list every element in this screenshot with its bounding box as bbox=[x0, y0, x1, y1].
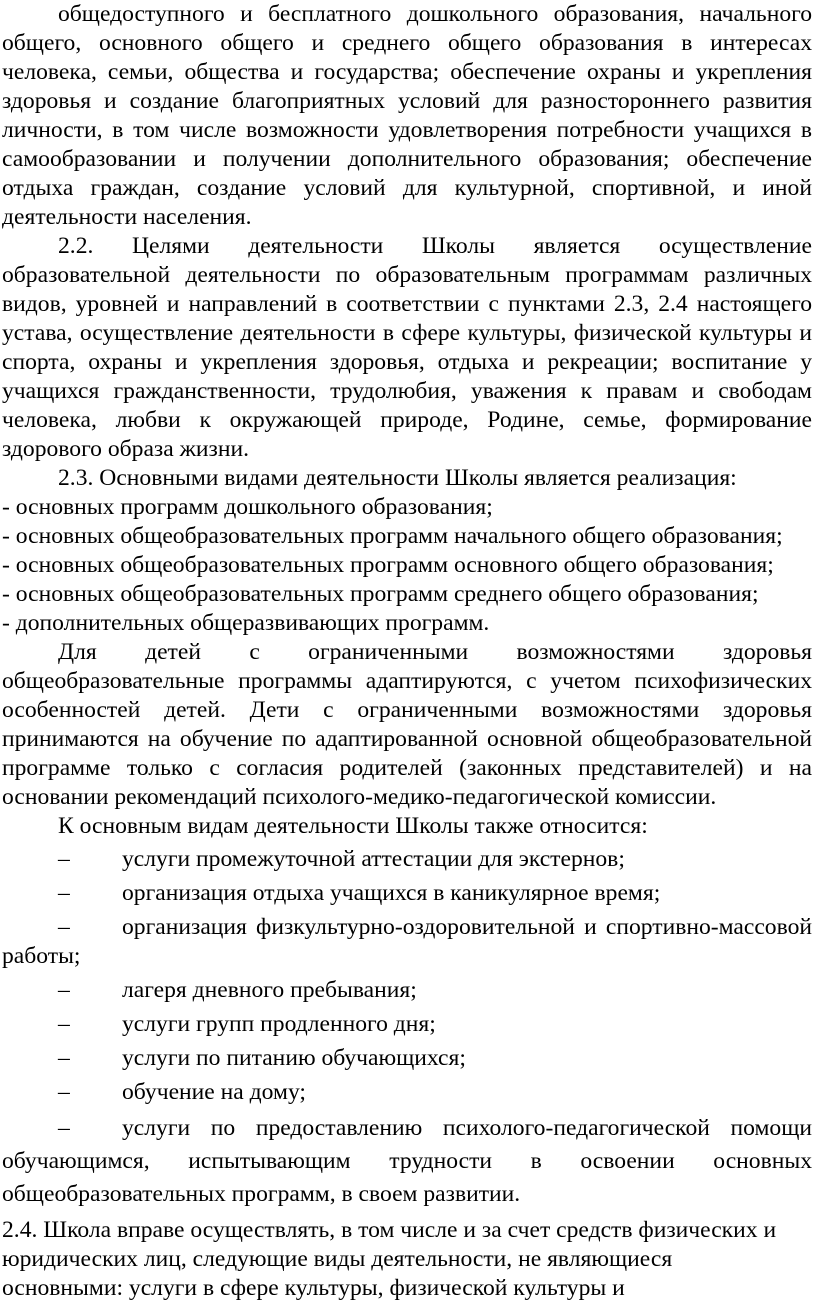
list-item-text: лагеря дневного пребывания; bbox=[122, 977, 417, 1003]
dash-marker: – bbox=[58, 1011, 70, 1037]
additional-activities-list bbox=[2, 845, 812, 1216]
document-page bbox=[2, 0, 812, 1303]
dash-marker: – bbox=[58, 977, 70, 1003]
list-item-text: услуги по питанию обучающихся; bbox=[122, 1045, 466, 1071]
dash-marker: – bbox=[58, 914, 70, 940]
main-programs-list bbox=[2, 493, 812, 638]
list-item bbox=[2, 913, 812, 976]
paragraph-2-4-line: основными: услуги в сфере культуры, физической культуры и bbox=[2, 1275, 625, 1301]
paragraph-2-3-intro: 2.3. Основными видами деятельности Школы является реализация: bbox=[58, 465, 737, 491]
paragraph-additional-intro: К основным видам деятельности Школы также относится: bbox=[58, 813, 648, 839]
dash-marker: – bbox=[58, 846, 70, 872]
paragraph-2-1-continuation: общедоступного и бесплатного дошкольного образования, начального общего, основного общего и среднего общего образования в интересах человека, семьи, общества и государства; обеспечение охраны и укрепления здоровья и создание благоприятных условий для разностороннего развития личности, в том числе возможности удовлетворения потребности учащихся в самообразовании и получении дополнительного образования; обеспечение отдыха граждан, создание условий для культурной, спортивной, и иной деятельности населения. bbox=[2, 1, 812, 230]
list-item bbox=[2, 879, 812, 913]
list-item: - основных общеобразовательных программ начального общего образования; bbox=[2, 523, 783, 549]
paragraph-2-4 bbox=[2, 1216, 812, 1303]
list-item-text: организация физкультурно-оздоровительной и спортивно-массовой работы; bbox=[2, 914, 812, 969]
paragraph-2-4-line: 2.4. Школа вправе осуществлять, в том числе и за счет средств физических и bbox=[2, 1217, 777, 1243]
paragraph-2-2: 2.2. Целями деятельности Школы является осуществление образовательной деятельности по образовательным программам различных видов, уровней и направлений в соответствии с пунктами 2.3, 2.4 настоящего устава, осуществление деятельности в сфере культуры, физической культуры и спорта, охраны и укрепления здоровья, отдыха и рекреации; воспитание у учащихся гражданственности, трудолюбия, уважения к правам и свободам человека, любви к окружающей природе, Родине, семье, формирование здорового образа жизни. bbox=[2, 233, 812, 462]
dash-marker: – bbox=[58, 880, 70, 906]
list-item-text: услуги по предоставлению психолого-педагогической помощи обучающимся, испытывающим трудности в освоении основных общеобразовательных программ, в своем развитии. bbox=[2, 1115, 812, 1207]
list-item bbox=[2, 1010, 812, 1044]
list-item-text: услуги промежуточной аттестации для экстернов; bbox=[122, 846, 625, 872]
dash-marker: – bbox=[58, 1115, 70, 1141]
paragraph-2-4-line: юридических лиц, следующие виды деятельности, не являющиеся bbox=[2, 1246, 673, 1272]
list-item bbox=[2, 976, 812, 1010]
list-item bbox=[2, 1078, 812, 1112]
list-item-text: услуги групп продленного дня; bbox=[122, 1011, 436, 1037]
list-item: - основных программ дошкольного образования; bbox=[2, 494, 493, 520]
list-item: - основных общеобразовательных программ среднего общего образования; bbox=[2, 581, 759, 607]
paragraph-disabilities: Для детей с ограниченными возможностями здоровья общеобразовательные программы адаптируются, с учетом психофизических особенностей детей. Дети с ограниченными возможностями здоровья принимаются на обучение по адаптированной основной общеобразовательной программе только с согласия родителей (законных представителей) и на основании рекомендаций психолого-медико-педагогической комиссии. bbox=[2, 639, 812, 810]
list-item bbox=[2, 1044, 812, 1078]
list-item: - дополнительных общеразвивающих программ. bbox=[2, 610, 490, 636]
list-item bbox=[2, 845, 812, 879]
list-item bbox=[2, 1112, 812, 1216]
list-item: - основных общеобразовательных программ основного общего образования; bbox=[2, 552, 774, 578]
dash-marker: – bbox=[58, 1079, 70, 1105]
dash-marker: – bbox=[58, 1045, 70, 1071]
list-item-text: обучение на дому; bbox=[122, 1079, 306, 1105]
list-item-text: организация отдыха учащихся в каникулярное время; bbox=[122, 880, 661, 906]
